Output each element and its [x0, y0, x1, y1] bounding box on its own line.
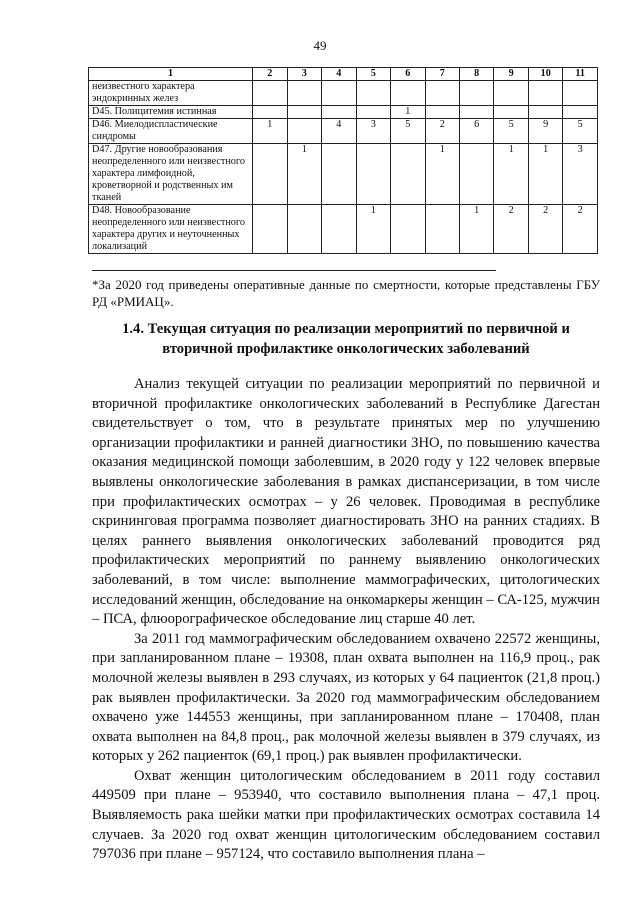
- cell: [528, 106, 562, 119]
- column-header: 5: [356, 68, 390, 81]
- cell: 5: [494, 119, 528, 144]
- cell: [287, 205, 321, 254]
- cell: 5: [391, 119, 425, 144]
- cell: [253, 81, 287, 106]
- column-header: 8: [459, 68, 493, 81]
- cell: 1: [528, 144, 562, 205]
- table-row: [89, 205, 598, 254]
- cell: 2: [563, 205, 598, 254]
- section-body: [92, 375, 600, 865]
- cell: [253, 106, 287, 119]
- column-header: 6: [391, 68, 425, 81]
- cell: [391, 81, 425, 106]
- table-row: [89, 106, 598, 119]
- cell: [425, 106, 459, 119]
- cell: 2: [494, 205, 528, 254]
- cell: [494, 81, 528, 106]
- cell: [322, 106, 356, 119]
- cell: [287, 119, 321, 144]
- column-header: 2: [253, 68, 287, 81]
- cell: [528, 81, 562, 106]
- cell: [356, 106, 390, 119]
- row-name: D46. Миелодиспластические синдромы: [89, 119, 253, 144]
- column-header: 11: [563, 68, 598, 81]
- column-header: 10: [528, 68, 562, 81]
- cell: 1: [425, 144, 459, 205]
- cell: [322, 81, 356, 106]
- cell: [253, 205, 287, 254]
- table-header-row: [89, 68, 598, 81]
- cell: 9: [528, 119, 562, 144]
- footnote-divider: [92, 270, 496, 271]
- cell: [356, 81, 390, 106]
- cell: 1: [287, 144, 321, 205]
- cell: 3: [563, 144, 598, 205]
- cell: 5: [563, 119, 598, 144]
- row-name: D47. Другие новообразования неопределенного или неизвестного характера лимфоидной, кроветворной и родственных им тканей: [89, 144, 253, 205]
- column-header: 1: [89, 68, 253, 81]
- cell: 1: [356, 205, 390, 254]
- cell: [253, 144, 287, 205]
- footnote: *За 2020 год приведены оперативные данные по смертности, которые представлены ГБУ РД «РМИАЦ».: [92, 277, 600, 309]
- cell: 2: [425, 119, 459, 144]
- cell: [287, 81, 321, 106]
- paragraph: Охват женщин цитологическим обследованием в 2011 году составил 449509 при плане – 953940, что составило выполнения плана – 47,1 проц. Выявляемость рака шейки матки при профилактических осмотрах составила 14 случаев. За 2020 год охват женщин цитологическим обследованием составил 797036 при плане – 957124, что составило выполнения плана –: [92, 767, 600, 863]
- cell: 2: [528, 205, 562, 254]
- column-header: 4: [322, 68, 356, 81]
- cell: [322, 205, 356, 254]
- page-number: 49: [313, 38, 327, 53]
- cell: [287, 106, 321, 119]
- cell: [425, 205, 459, 254]
- paragraph: Анализ текущей ситуации по реализации мероприятий по первичной и вторичной профилактике онкологических заболеваний в Республике Дагестан свидетельствует о том, что в результате принятых мер по улучшению организации профилактики и ранней диагностики ЗНО, по повышению качества оказания медицинской помощи заболевшим, в 2020 году у 122 человек впервые выявлены онкологические заболевания в рамках диспансеризации, в том числе при профилактических осмотрах – у 26 человек. Проводимая в республике скрининговая программа позволяет диагностировать ЗНО на ранних стадиях. В целях раннего выявления онкологических заболеваний проводится ряд профилактических мероприятий по раннему выявлению онкологических заболеваний, в том числе: выполнение маммографических, цитологических исследований женщин, обследование на онкомаркеры женщин – СА-125, мужчин – ПСА, флюорографическое обследование лиц старше 40 лет.: [92, 376, 600, 628]
- row-name: D45. Полицитемия истинная: [89, 106, 253, 119]
- section-heading: 1.4. Текущая ситуация по реализации мероприятий по первичной и вторичной профилактике онкологических заболеваний: [122, 321, 570, 357]
- cell: 1: [253, 119, 287, 144]
- table-row: [89, 144, 598, 205]
- cell: 1: [494, 144, 528, 205]
- column-header: 9: [494, 68, 528, 81]
- cell: [322, 144, 356, 205]
- table-row: [89, 119, 598, 144]
- paragraph: За 2011 год маммографическим обследованием охвачено 22572 женщины, при запланированном плане – 19308, план охвата выполнен на 116,9 проц., рак молочной железы выявлен в 293 случаях, из которых у 64 пациенток (21,8 проц.) рак выявлен профилактически. За 2020 год маммографическим обследованием охвачено уже 144553 женщины, при запланированном плане – 170408, план охвата выполнен на 84,8 проц., рак молочной железы выявлен в 379 случаях, из которых у 262 пациенток (69,1 проц.) рак выявлен профилактически.: [92, 630, 600, 765]
- cell: [356, 144, 390, 205]
- cell: 1: [391, 106, 425, 119]
- cell: [494, 106, 528, 119]
- cell: [391, 205, 425, 254]
- column-header: 7: [425, 68, 459, 81]
- statistics-table: [88, 67, 598, 254]
- cell: [425, 81, 459, 106]
- table-row: [89, 81, 598, 106]
- cell: [563, 106, 598, 119]
- cell: 4: [322, 119, 356, 144]
- column-header: 3: [287, 68, 321, 81]
- cell: 1: [459, 205, 493, 254]
- cell: [459, 144, 493, 205]
- cell: 6: [459, 119, 493, 144]
- cell: [459, 106, 493, 119]
- row-name: D48. Новообразование неопределенного или неизвестного характера других и неуточненных локализаций: [89, 205, 253, 254]
- row-name: неизвестного характера эндокринных желез: [89, 81, 253, 106]
- cell: 3: [356, 119, 390, 144]
- cell: [391, 144, 425, 205]
- cell: [563, 81, 598, 106]
- cell: [459, 81, 493, 106]
